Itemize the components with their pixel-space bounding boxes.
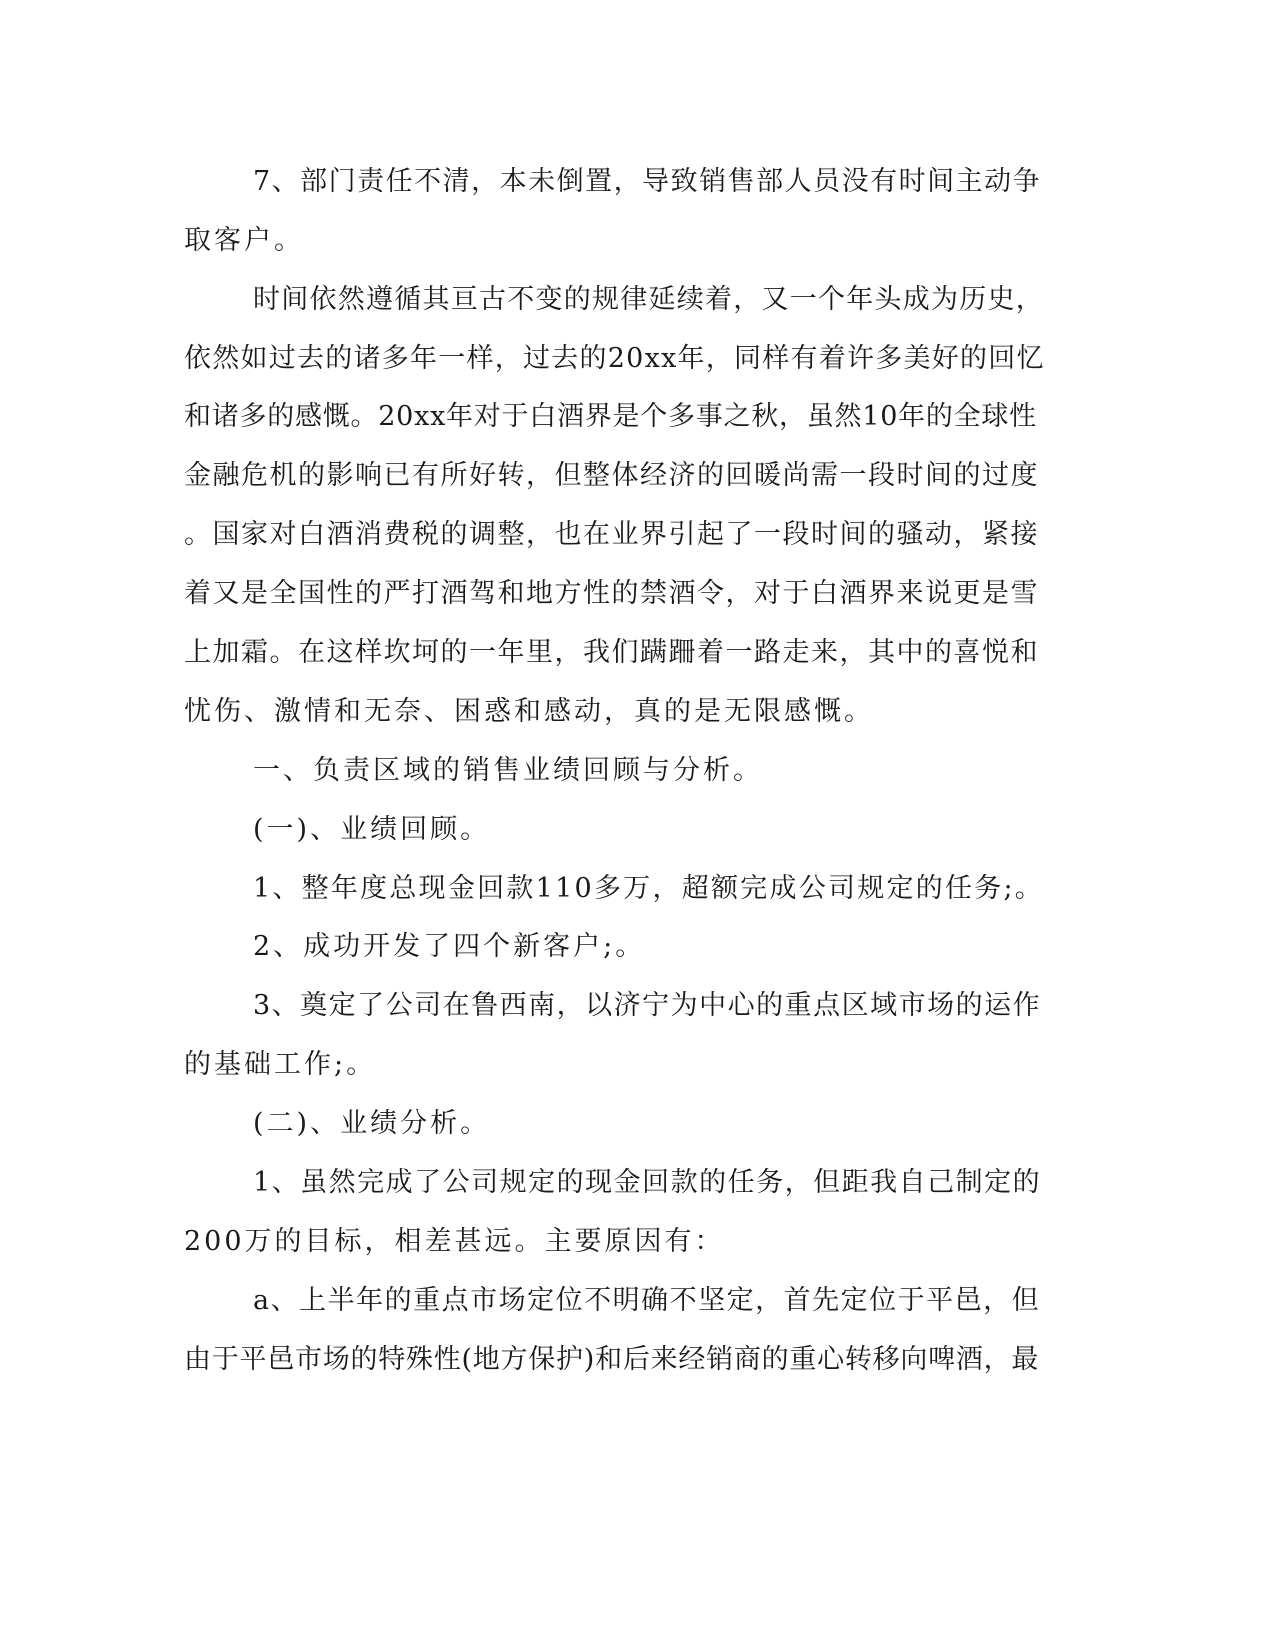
paragraph-line: 取客户。 <box>184 225 304 256</box>
paragraph-line: 和诸多的感慨。20xx年对于白酒界是个多事之秋，虽然10年的全球性 <box>184 401 1037 432</box>
paragraph-line: 上加霜。在这样坎坷的一年里，我们蹒跚着一路走来，其中的喜悦和 <box>184 637 1039 668</box>
paragraph-line: 。国家对白酒消费税的调整，也在业界引起了一段时间的骚动，紧接 <box>184 519 1039 550</box>
paragraph-line: 金融危机的影响已有所好转，但整体经济的回暖尚需一段时间的过度 <box>184 460 1039 491</box>
subsection-heading: (二)、业绩分析。 <box>253 1108 491 1139</box>
paragraph-line: 7、部门责任不清，本未倒置，导致销售部人员没有时间主动争 <box>253 166 1042 197</box>
list-item-continuation: 200万的目标，相差甚远。主要原因有： <box>184 1226 725 1257</box>
subsection-heading: (一)、业绩回顾。 <box>253 814 491 845</box>
paragraph-line: 着又是全国性的严打酒驾和地方性的禁酒令，对于白酒界来说更是雪 <box>184 578 1039 609</box>
paragraph-line: 忧伤、激情和无奈、困惑和感动，真的是无限感慨。 <box>184 696 874 727</box>
list-item-continuation: 由于平邑市场的特殊性(地方保护)和后来经销商的重心转移向啤酒，最 <box>184 1344 1040 1375</box>
list-item-continuation: 的基础工作;。 <box>184 1049 377 1080</box>
section-heading: 一、负责区域的销售业绩回顾与分析。 <box>253 755 763 786</box>
paragraph-line: 时间依然遵循其亘古不变的规律延续着，又一个年头成为历史， <box>253 284 1044 315</box>
list-item: 1、虽然完成了公司规定的现金回款的任务，但距我自己制定的 <box>253 1167 1042 1198</box>
list-item: a、上半年的重点市场定位不明确不坚定，首先定位于平邑，但 <box>253 1285 1041 1316</box>
list-item: 3、奠定了公司在鲁西南，以济宁为中心的重点区域市场的运作 <box>253 990 1042 1021</box>
list-item: 1、整年度总现金回款110多万，超额完成公司规定的任务;。 <box>253 873 1045 904</box>
list-item: 2、成功开发了四个新客户;。 <box>253 931 646 962</box>
paragraph-line: 依然如过去的诸多年一样，过去的20xx年，同样有着许多美好的回忆 <box>184 343 1045 374</box>
